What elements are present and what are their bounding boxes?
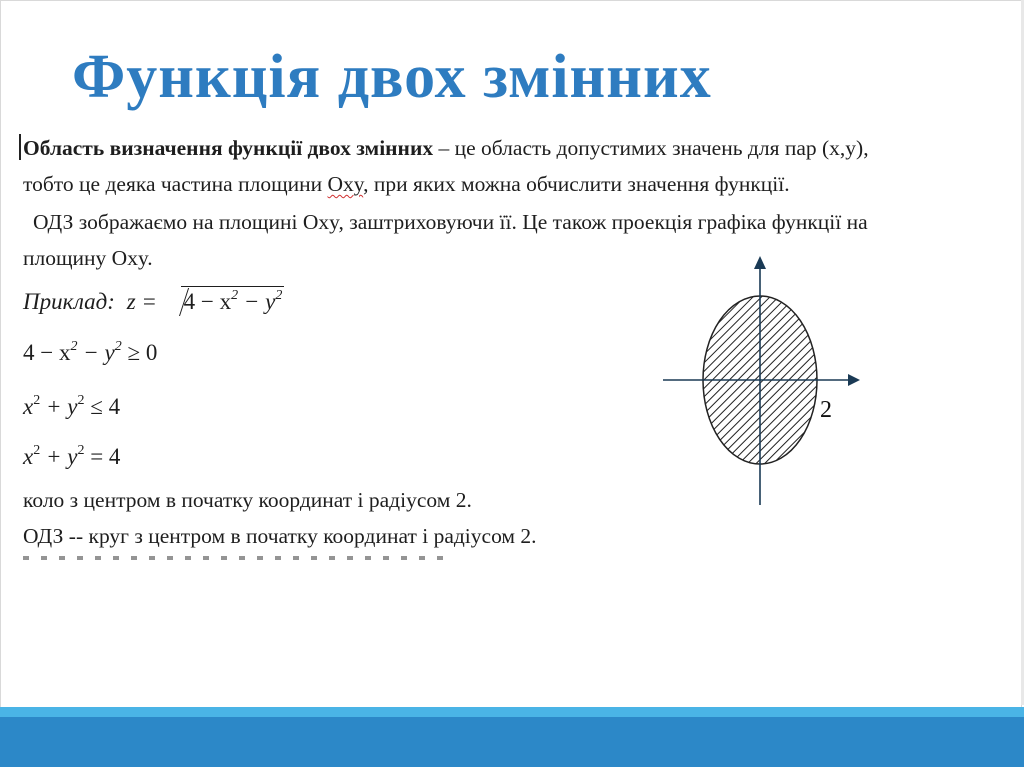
eq-part-c: = 4 [84,444,121,469]
definition-text-2b: , при яких можна обчислити значення функції. [363,172,790,196]
ineq1-part-a: 4 − x [23,340,71,365]
ineq1-part-b: − y [77,340,115,365]
footer-band-dark [0,717,1024,767]
y-axis-arrow-icon [754,256,766,269]
domain-diagram [655,250,870,510]
exponent: 2 [77,393,85,408]
definition-text-2a: тобто це деяка частина площини [23,172,328,196]
ineq2-part-b: + y [40,394,78,419]
exponent: 2 [231,288,239,303]
example-label: Приклад: [23,289,115,314]
slide-title: Функція двох змінних [72,43,712,111]
definition-line-2 [23,172,790,197]
ineq2-part-a: x [23,394,34,419]
exponent: 2 [33,393,41,408]
definition-term: Область визначення функції двох змінних [23,136,434,160]
radicand-part-a: 4 − x [183,289,232,314]
exponent: 2 [33,443,41,458]
exponent: 2 [70,339,78,354]
radius-label: 2 [820,397,832,423]
definition-line-4: площину Oxy. [23,246,153,270]
ineq2-part-c: ≤ 4 [84,394,121,419]
circle-equation [23,444,120,470]
inequality-1 [23,340,157,366]
conclusion-line-1: коло з центром в початку координат і радіусом 2. [23,488,472,512]
square-root [165,286,285,315]
inequality-2 [23,394,120,420]
example-formula [23,286,284,315]
exponent: 2 [77,443,85,458]
spellcheck-word: Oxy [327,172,364,196]
eq-part-a: x [23,444,34,469]
conclusion-line-2: ОДЗ -- круг з центром в початку координат і радіусом 2. [23,524,537,548]
clipped-text-line [23,556,453,560]
definition-line-1 [23,136,869,161]
ineq1-part-c: ≥ 0 [121,340,158,365]
exponent: 2 [275,288,283,303]
example-lhs: z = [126,289,157,314]
exponent: 2 [114,339,122,354]
definition-line-3: ОДЗ зображаємо на площині Oxy, заштриховуючи її. Це також проекція графіка функції на [33,210,868,234]
footer-band-light [0,707,1024,717]
eq-part-b: + y [40,444,78,469]
x-axis-arrow-icon [848,374,860,386]
radicand-part-b: − y [238,289,276,314]
text-cursor [19,134,21,160]
definition-text: – це область допустимих значень для пар (x,y), [433,136,869,160]
